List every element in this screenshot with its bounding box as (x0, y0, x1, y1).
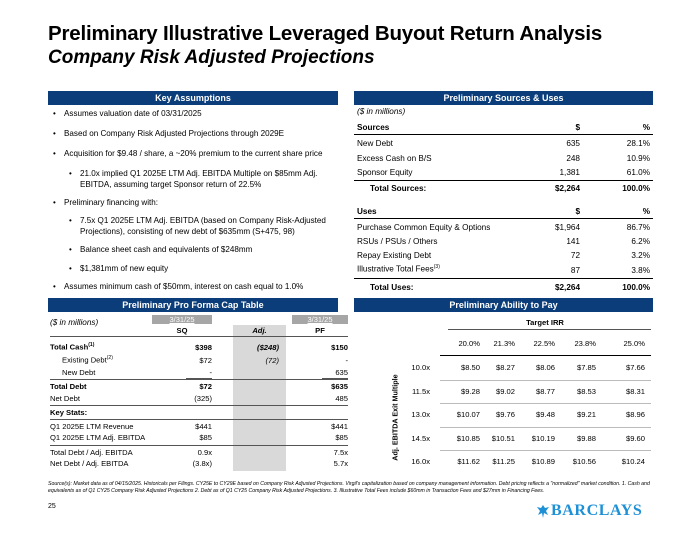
share-price-cell: $10.89 (531, 457, 555, 466)
share-price-cell: $8.31 (625, 387, 645, 396)
share-price-cell: $10.56 (572, 457, 596, 466)
share-price-cell: $8.06 (535, 363, 555, 372)
cap-row-label: Net Debt (50, 394, 80, 403)
source-value: 635 (566, 139, 580, 148)
cap-sq-value: $398 (195, 343, 212, 352)
share-price-cell: $9.02 (495, 387, 515, 396)
share-price-cell: $9.88 (576, 434, 596, 443)
share-price-cell: $8.27 (495, 363, 515, 372)
assumption-bullet: • Preliminary financing with: (53, 198, 159, 207)
use-value: $1,964 (554, 223, 580, 232)
sq-column-header: SQ (176, 326, 188, 335)
assumption-sub-bullet: • 21.0x implied Q1 2025E LTM Adj. EBITDA Multiple on $85mm Adj. EBITDA, assuming target Sponsor return of 22.5% (69, 169, 318, 189)
share-price-cell: $7.85 (576, 363, 596, 372)
share-price-cell: $10.19 (531, 434, 555, 443)
total-uses-label: Total Uses: (370, 283, 414, 292)
source-label: New Debt (357, 139, 393, 148)
assumption-sub-bullet: • 7.5x Q1 2025E LTM Adj. EBITDA (based on Company Risk-Adjusted Projections), consisting of new debt of $635mm (S+475, 98) (69, 216, 326, 236)
exit-multiple-label: 13.0x (411, 410, 430, 419)
source-pct: 10.9% (626, 154, 650, 163)
exit-multiple-label: 14.5x (411, 434, 430, 443)
divider (448, 329, 651, 330)
total-uses-pct: 100.0% (622, 283, 650, 292)
cap-row-label: Total Cash$^{(1)}$ (50, 342, 95, 352)
cap-pf-value: - (345, 356, 348, 365)
uses-pct-header: % (642, 207, 650, 216)
divider (50, 405, 348, 406)
assumption-bullet: • Based on Company Risk Adjusted Projections through 2029E (53, 129, 285, 138)
use-value: 141 (566, 237, 580, 246)
page-number: 25 (48, 503, 56, 510)
assumption-bullet: • Assumes valuation date of 03/31/2025 (53, 109, 202, 118)
divider (50, 419, 348, 420)
divider (50, 379, 348, 380)
share-price-cell: $8.96 (625, 410, 645, 419)
use-label: Repay Existing Debt (357, 251, 432, 260)
key-stats-label: Key Stats: (50, 408, 88, 417)
cap-row-label: New Debt (62, 368, 96, 377)
irr-column-header: 21.3% (493, 339, 515, 348)
total-sources-value: $2,264 (554, 184, 580, 193)
cap-adj-value: (72) (265, 356, 279, 365)
source-pct: 61.0% (626, 168, 650, 177)
share-price-cell: $9.60 (625, 434, 645, 443)
use-label: Purchase Common Equity & Options (357, 223, 491, 232)
cap-pf-value: $150 (331, 343, 348, 352)
sq-date-header: 3/31/25 (152, 315, 212, 324)
sum-underline (322, 378, 348, 379)
assumption-bullet: • Acquisition for $9.48 / share, a ~20% premium to the current share price (53, 149, 323, 158)
source-pct: 28.1% (626, 139, 650, 148)
cap-sq-value: 0.9x (197, 448, 212, 457)
divider (354, 278, 653, 279)
row-divider (440, 427, 651, 428)
cap-pf-value: $441 (331, 422, 348, 431)
share-price-cell: $8.50 (460, 363, 480, 372)
cap-row-label: Q1 2025E LTM Adj. EBITDA (50, 433, 146, 442)
cap-adj-value: ($248) (257, 343, 279, 352)
cap-row-label: Existing Debt$^{(2)}$ (62, 355, 113, 365)
sources-label: Sources (357, 123, 390, 132)
barclays-logo: BARCLAYS (551, 502, 643, 519)
cap-sq-value: $441 (195, 422, 212, 431)
irr-column-header: 20.0% (458, 339, 480, 348)
cap-row-label: Net Debt / Adj. EBITDA (50, 459, 129, 468)
share-price-cell: $10.51 (491, 434, 515, 443)
cap-table-header: Preliminary Pro Forma Cap Table (48, 298, 338, 312)
cap-sq-value: (325) (194, 394, 212, 403)
key-assumptions-header: Key Assumptions (48, 91, 338, 105)
cap-pf-value: $85 (335, 433, 348, 442)
share-price-cell: $9.76 (495, 410, 515, 419)
sources-dollar-header: $ (575, 123, 580, 132)
source-value: 248 (566, 154, 580, 163)
use-pct: 6.2% (631, 237, 650, 246)
divider (354, 134, 653, 135)
cap-row-label: Q1 2025E LTM Revenue (50, 422, 134, 431)
divider (354, 180, 653, 181)
cap-sq-value: $72 (199, 356, 212, 365)
cap-sq-value: $85 (199, 433, 212, 442)
share-price-cell: $9.28 (460, 387, 480, 396)
assumption-sub-bullet: • $1,381mm of new equity (69, 264, 169, 273)
cap-pf-value: 7.5x (333, 448, 348, 457)
row-divider (440, 380, 651, 381)
share-price-cell: $10.85 (456, 434, 480, 443)
use-pct: 3.2% (631, 251, 650, 260)
use-label: Illustrative Total Fees$^{(3)}$ (357, 264, 440, 274)
barclays-eagle-icon (537, 505, 549, 518)
share-price-cell: $9.48 (535, 410, 555, 419)
adj-column-header: Adj. (252, 326, 267, 335)
exit-multiple-axis-label: Adj. EBITDA Exit Multiple (390, 374, 400, 461)
share-price-cell: $11.62 (457, 457, 480, 466)
divider (50, 336, 348, 337)
irr-column-header: 25.0% (623, 339, 645, 348)
share-price-cell: $8.53 (576, 387, 596, 396)
target-irr-label: Target IRR (526, 318, 564, 327)
cap-sq-value: - (209, 368, 212, 377)
units-label: ($ in millions) (357, 107, 406, 116)
page-subtitle: Company Risk Adjusted Projections (48, 47, 375, 68)
cap-row-label: Total Debt / Adj. EBITDA (50, 448, 133, 457)
share-price-cell: $9.21 (576, 410, 596, 419)
sources-pct-header: % (642, 123, 650, 132)
divider (354, 218, 653, 219)
irr-column-header: 23.8% (574, 339, 596, 348)
exit-multiple-label: 10.0x (411, 363, 430, 372)
sum-underline (186, 378, 212, 379)
total-uses-value: $2,264 (554, 283, 580, 292)
cap-pf-value: 5.7x (333, 459, 348, 468)
cap-pf-value: $635 (331, 382, 348, 391)
share-price-cell: $8.77 (535, 387, 555, 396)
cap-pf-value: 635 (335, 368, 348, 377)
use-pct: 86.7% (626, 223, 650, 232)
exit-multiple-label: 16.0x (411, 457, 430, 466)
use-value: 87 (570, 266, 580, 275)
assumption-bullet: • Assumes minimum cash of $50mm, interest on cash equal to 1.0% (53, 282, 304, 291)
ability-to-pay-header: Preliminary Ability to Pay (354, 298, 653, 312)
pf-date-header: 3/31/25 (292, 315, 348, 324)
cap-units-label: ($ in millions) (50, 318, 99, 327)
use-pct: 3.8% (631, 266, 650, 275)
share-price-cell: $10.07 (456, 410, 480, 419)
use-label: RSUs / PSUs / Others (357, 237, 438, 246)
cap-pf-value: 485 (335, 394, 348, 403)
source-value: 1,381 (559, 168, 580, 177)
share-price-cell: $7.66 (625, 363, 645, 372)
divider (50, 445, 348, 446)
row-divider (440, 450, 651, 451)
total-sources-pct: 100.0% (622, 184, 650, 193)
sources-uses-header: Preliminary Sources & Uses (354, 91, 653, 105)
cap-sq-value: $72 (199, 382, 212, 391)
cap-sq-value: (3.8x) (192, 459, 212, 468)
pf-column-header: PF (315, 326, 325, 335)
use-value: 72 (570, 251, 580, 260)
page-title: Preliminary Illustrative Leveraged Buyout Return Analysis (48, 22, 603, 45)
exit-multiple-label: 11.5x (411, 387, 430, 396)
share-price-cell: $11.25 (492, 457, 515, 466)
cap-row-label: Total Debt (50, 382, 87, 391)
footnote: Source(s): Market data as of 04/15/2025. Historicals per Filings. CY25E to CY29E based on Company Risk Adjusted Projections. Virgil's capitalization based on company management information. Debt pricing reflects a "normalized" market condition. 1. Cash and equivalents as of Q1 CY25 Company Risk Adjusted Projections 2. Debt as of Q1 CY25 Company Risk Adjusted Projections. 3. Illustrative Total Fees include $60mm in Transaction Fees and $27mm in Financing Fees. (48, 481, 650, 494)
uses-dollar-header: $ (575, 207, 580, 216)
source-label: Excess Cash on B/S (357, 154, 432, 163)
irr-column-header: 22.5% (533, 339, 555, 348)
share-price-cell: $10.24 (621, 457, 645, 466)
source-label: Sponsor Equity (357, 168, 413, 177)
uses-label: Uses (357, 207, 377, 216)
total-sources-label: Total Sources: (370, 184, 427, 193)
row-divider (440, 403, 651, 404)
assumption-sub-bullet: • Balance sheet cash and equivalents of $248mm (69, 245, 253, 254)
divider (440, 355, 651, 356)
